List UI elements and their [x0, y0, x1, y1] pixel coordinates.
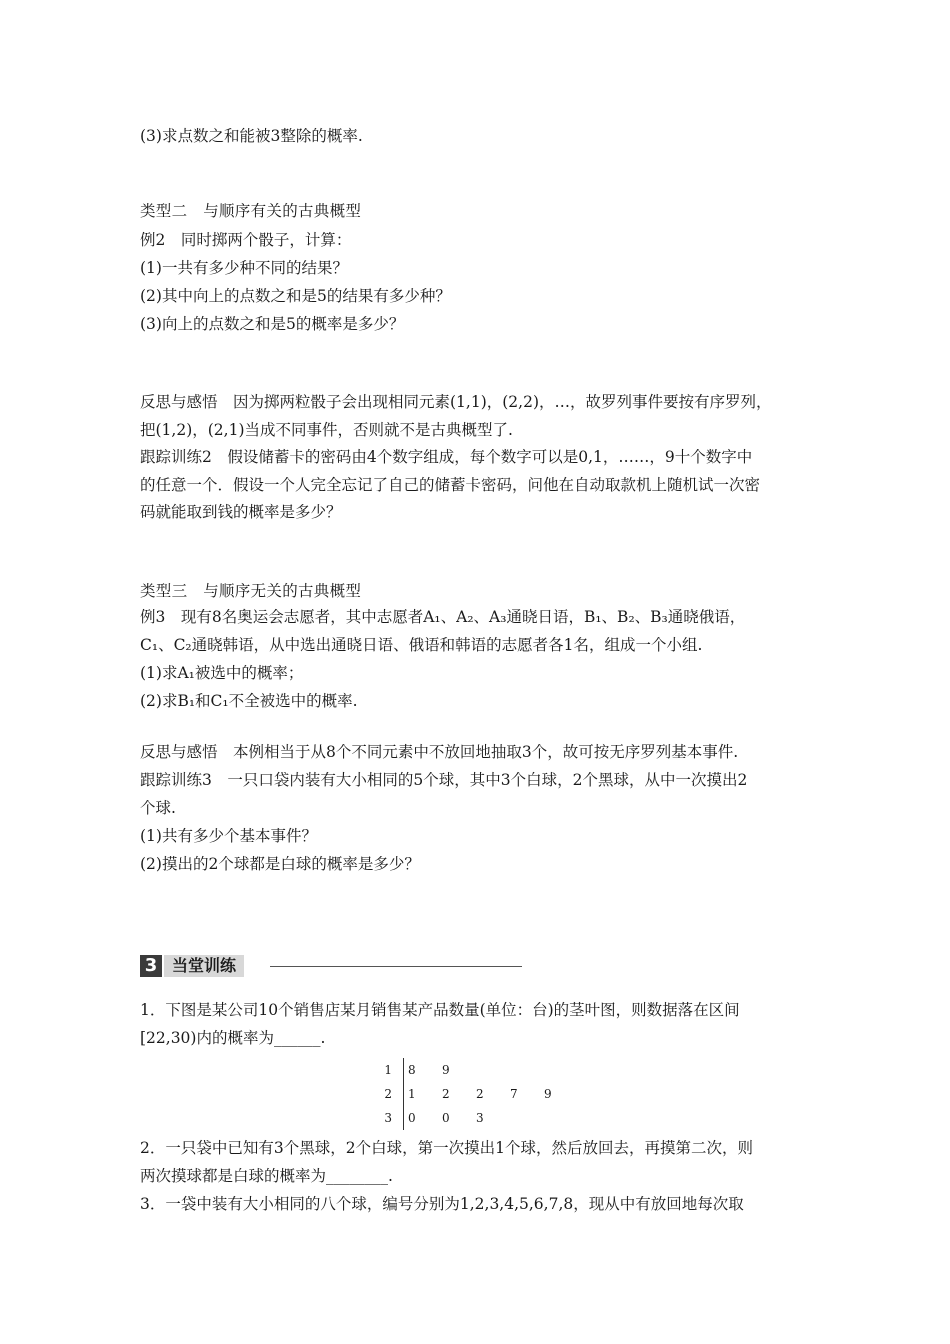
example3-question-2: (2)求B₁和C₁不全被选中的概率. — [140, 692, 358, 710]
training3-question-2: (2)摸出的2个球都是白球的概率是多少？ — [140, 855, 420, 873]
training3-question-1: (1)共有多少个基本事件？ — [140, 827, 317, 845]
leaf: 2 — [476, 1087, 484, 1101]
example3-line-2: C₁、C₂通晓韩语，从中选出通晓日语、俄语和韩语的志愿者各1名，组成一个小组. — [140, 636, 703, 654]
training3-line-1: 跟踪训练3 一只口袋内装有大小相同的5个球，其中3个白球，2个黑球，从中一次摸出2 — [140, 771, 748, 789]
text-line: (3)求点数之和能被3整除的概率. — [140, 127, 363, 145]
stem-value: 1 — [384, 1063, 392, 1077]
stem-leaf-divider — [403, 1058, 404, 1130]
training2-line-1: 跟踪训练2 假设储蓄卡的密码由4个数字组成，每个数字可以是0,1，……，9十个数字中 — [140, 448, 753, 466]
training3-line-2: 个球. — [140, 799, 176, 817]
example2-title: 例2 同时掷两个骰子，计算： — [140, 231, 352, 249]
section-title: 当堂训练 — [164, 955, 244, 977]
leaf: 1 — [408, 1087, 416, 1101]
reflection3-line: 反思与感悟 本例相当于从8个不同元素中不放回地抽取3个，故可按无序罗列基本事件. — [140, 743, 739, 761]
example2-question-1: (1)一共有多少种不同的结果？ — [140, 259, 348, 277]
leaf: 2 — [442, 1087, 450, 1101]
example3-question-1: (1)求A₁被选中的概率； — [140, 664, 304, 682]
leaf: 0 — [408, 1111, 416, 1125]
section-divider — [270, 966, 522, 967]
type2-heading: 类型二 与顺序有关的古典概型 — [140, 202, 362, 220]
stem-value: 2 — [384, 1087, 392, 1101]
leaf-values — [408, 1058, 476, 1082]
type3-heading: 类型三 与顺序无关的古典概型 — [140, 582, 362, 600]
problem2-line-1: 2．一只袋中已知有3个黑球，2个白球，第一次摸出1个球，然后放回去，再摸第二次，则 — [140, 1139, 753, 1157]
problem1-line-2: [22,30)内的概率为______. — [140, 1029, 326, 1047]
leaf: 0 — [442, 1111, 450, 1125]
example3-line-1: 例3 现有8名奥运会志愿者，其中志愿者A₁、A₂、A₃通晓日语，B₁、B₂、B₃通晓俄语， — [140, 608, 746, 626]
problem1-line-1: 1．下图是某公司10个销售店某月销售某产品数量(单位：台)的茎叶图，则数据落在区间 — [140, 1001, 740, 1019]
reflection2-line-1: 反思与感悟 因为掷两粒骰子会出现相同元素(1,1)，(2,2)，…，故罗列事件要按有序罗列， — [140, 393, 772, 411]
section-banner — [140, 955, 525, 977]
leaf: 9 — [544, 1087, 552, 1101]
training2-line-2: 的任意一个．假设一个人完全忘记了自己的储蓄卡密码，问他在自动取款机上随机试一次密 — [140, 476, 761, 494]
leaf: 9 — [442, 1063, 450, 1077]
section-number: 3 — [140, 955, 162, 977]
leaf: 7 — [510, 1087, 518, 1101]
example2-question-3: (3)向上的点数之和是5的概率是多少？ — [140, 315, 405, 333]
leaf: 3 — [476, 1111, 484, 1125]
example2-question-2: (2)其中向上的点数之和是5的结果有多少种？ — [140, 287, 451, 305]
problem2-line-2: 两次摸球都是白球的概率为________. — [140, 1167, 393, 1185]
problem3-line-1: 3．一袋中装有大小相同的八个球，编号分别为1,2,3,4,5,6,7,8，现从中有放回地每次取 — [140, 1195, 744, 1213]
training2-line-3: 码就能取到钱的概率是多少？ — [140, 503, 342, 521]
reflection2-line-2: 把(1,2)，(2,1)当成不同事件，否则就不是古典概型了. — [140, 421, 513, 439]
leaf: 8 — [408, 1063, 416, 1077]
stem-value: 3 — [384, 1111, 392, 1125]
leaf-values — [408, 1082, 578, 1106]
leaf-values — [408, 1106, 510, 1130]
